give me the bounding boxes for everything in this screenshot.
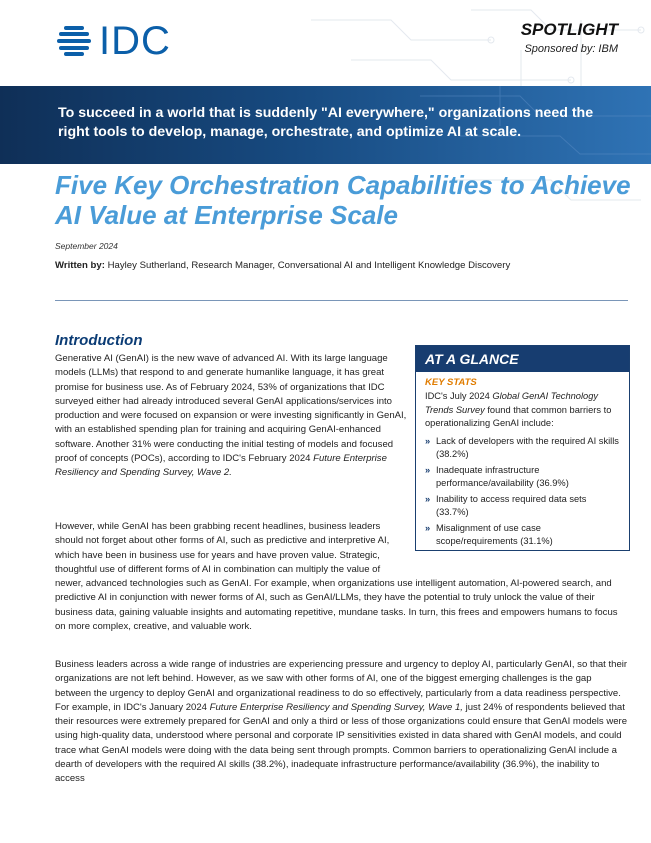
glance-item-text: Lack of developers with the required AI skills (38.2%) [436, 435, 619, 459]
sponsor-label: Sponsored by: IBM [524, 43, 618, 55]
glance-intro-a: IDC's July 2024 [425, 391, 493, 401]
idc-logo [55, 19, 171, 63]
glance-item-text: Misalignment of use case scope/requirements (31.1%) [436, 522, 553, 546]
bullet-icon: » [425, 464, 431, 475]
at-a-glance-box [415, 345, 630, 551]
key-stats-label: KEY STATS [425, 377, 477, 388]
p3-text-a: Business leaders across a wide range of industries are experiencing pressure and urgency to deploy AI, particularly GenAI, so that their organizations are not left behind. However, as we saw with other forms of AI, one of the biggest emerging challenges is the gap between the urgency to deploy GenAI and organizational readiness to do so effectively, particularly from a data readiness perspective. For example, in IDC's January 2024 [55, 659, 628, 713]
glance-list [425, 435, 620, 549]
logo-text: IDC [99, 19, 171, 63]
glance-body [416, 372, 629, 549]
byline-text: Hayley Sutherland, Research Manager, Conversational AI and Intelligent Knowledge Discovery [107, 260, 511, 271]
intro-paragraph-3 [55, 658, 630, 787]
p2-text: However, while GenAI has been grabbing recent headlines, business leaders should not forget about other forms of AI, such as predictive and interpretive AI, which have been in business use for years and have proven value. Strategic, thoughtful use of different forms of AI in combination can multiply the value of newer, advanced technologies such as GenAI. For example, when organizations use intelligent automation, AI-powered search, and predictive AI in conjunction with newer forms of AI, such as GenAI/LLMs, they have the potential to truly unlock the value of their business data, gaining valuable insights and automating repetitive, mundane tasks. In turn, this frees and empowers humans to focus on more complex, creative, and valuable work. [55, 521, 618, 633]
glance-heading: AT A GLANCE [416, 346, 629, 372]
intro-paragraph-1 [55, 352, 407, 481]
hero-banner [0, 86, 651, 164]
bullet-icon: » [425, 493, 431, 504]
divider [55, 300, 628, 301]
p3-text-b: just 24% of respondents believed that their resources were extremely prepared for GenAI and only a third or less of those organizations could ensure that GenAI models were using high-quality data, understood where personal and corporate IP sensitivities existed in data shared with GenAI models, and could trace what GenAI models were doing with the data being sent through prompts. Common barriers to operationalizing GenAI include a dearth of developers with the required AI skills (38.2%), inadequate infrastructure performance/availability (36.9%), the inability to access [55, 701, 628, 785]
p1-survey-title: Future Enterprise Resiliency and Spending Survey, Wave 2. [55, 453, 387, 479]
bullet-icon: » [425, 522, 431, 533]
glance-intro [425, 390, 620, 431]
bullet-icon: » [425, 435, 431, 446]
glance-list-item [425, 435, 620, 462]
glance-list-item [425, 493, 620, 520]
section-heading-introduction: Introduction [55, 332, 143, 349]
glance-item-text: Inability to access required data sets (33.7%) [436, 493, 587, 517]
p1-text: Generative AI (GenAI) is the new wave of advanced AI. With its large language models (LLMs) that respond to and generate humanlike language, it has great promise for business use. As of February 2024, 53% of organizations that IDC surveyed either had already introduced several GenAI applications/services into production and were focused on expansion or were investing significantly in GenAI, with an established spending plan for training and acquiring GenAI-enhanced software. Another 31% were conducting the initial testing of models and focused proof of concepts (POCs), according to IDC's February 2024 [55, 353, 407, 465]
glance-intro-b: found that common barriers to operationalizing GenAI include: [425, 404, 612, 428]
spotlight-label: SPOTLIGHT [520, 20, 618, 39]
glance-list-item [425, 464, 620, 491]
p3-survey-title: Future Enterprise Resiliency and Spending Survey, Wave 1, [209, 701, 463, 713]
page-title: Five Key Orchestration Capabilities to Achieve AI Value at Enterprise Scale [55, 170, 631, 230]
byline [55, 260, 510, 271]
publication-date: September 2024 [55, 241, 118, 251]
idc-globe-icon [55, 22, 93, 60]
byline-label: Written by: [55, 260, 105, 271]
glance-list-item [425, 522, 620, 549]
banner-text: To succeed in a world that is suddenly "AI everywhere," organizations need the right tools to develop, manage, orchestrate, and optimize AI at scale. [58, 105, 594, 140]
spotlight-block [521, 20, 618, 55]
glance-item-text: Inadequate infrastructure performance/availability (36.9%) [436, 464, 569, 488]
glance-survey-title: Global GenAI Technology Trends Survey [425, 391, 599, 415]
